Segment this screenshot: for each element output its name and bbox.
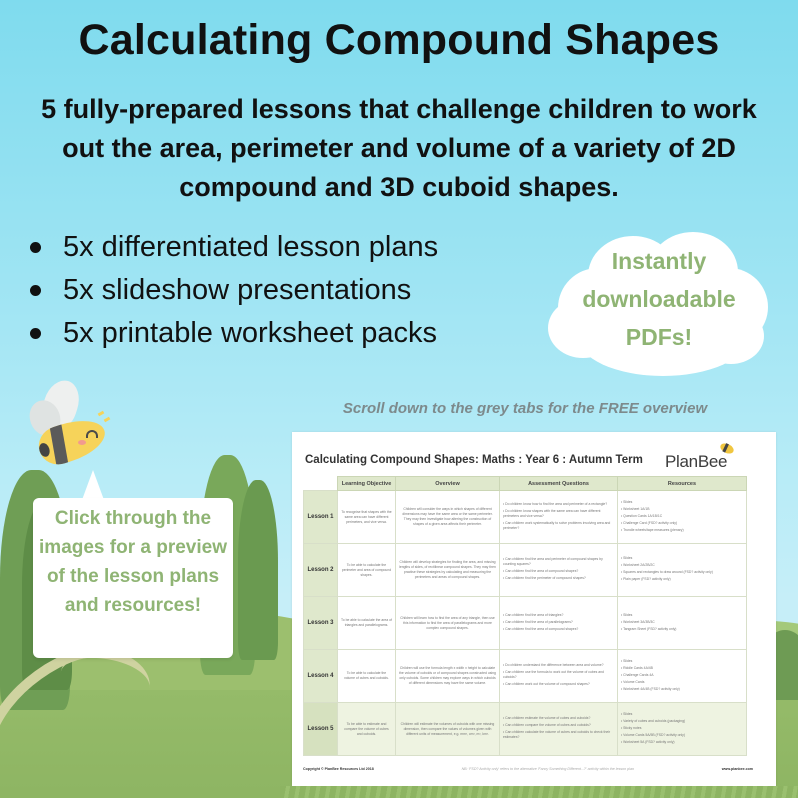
speech-bubble-text: Click through the images for a preview of the lesson plans and resources!: [39, 508, 227, 616]
learning-objective: To be able to calculate the area of triangles and parallelograms.: [338, 597, 396, 650]
assessment-questions: • Can children estimate the volume of cubes and cuboids? • Can children compare the volume of cubes and cuboids? • Can children calculate the volume of cubes and cuboids to check their estimates?: [500, 703, 618, 756]
assessment-questions: • Can children find the area of triangles? • Can children find the area of parallelograms? • Can children find the area of compound shapes?: [500, 597, 618, 650]
resources: • Slides • Riddle Cards 4A/4B • Challenge Cards 4A • Volume Cards • Worksheet 4A/4B (FSD? activity only): [618, 650, 747, 703]
lesson-overview-preview[interactable]: [292, 432, 776, 786]
learning-objective: To be able to estimate and compare the volume of cubes and cuboids.: [338, 703, 396, 756]
planbee-logo: PlanBee: [665, 452, 728, 471]
grass: [280, 786, 798, 798]
bee-icon: [22, 378, 122, 468]
table-row: [304, 650, 747, 703]
page-subtitle: 5 fully-prepared lessons that challenge children to work out the area, perimeter and volume of a variety of 2D compound and 3D cuboid shapes.: [41, 94, 757, 202]
speech-bubble-tail: [82, 470, 104, 500]
bullet-icon: [30, 328, 41, 339]
resources: • Slides • Worksheet 2A/2B/2C • Squares and rectangles to draw around (FSD? activity only) • Plain paper (FSD? activity only): [618, 544, 747, 597]
document-footer: [303, 767, 753, 771]
copyright: Copyright © PlanBee Resources Ltd 2018: [303, 767, 374, 771]
column-header: Overview: [396, 477, 500, 491]
learning-objective: To recognise that shapes with the same area can have different perimeters, and vice versa.: [338, 491, 396, 544]
assessment-questions: • Can children find the area and perimeter of compound shapes by counting squares? • Can children find the area of compound shapes? • Can children find the perimeter of compound shapes?: [500, 544, 618, 597]
table-row: [304, 491, 747, 544]
feature-item: 5x differentiated lesson plans: [26, 226, 438, 269]
lesson-label: Lesson 4: [304, 650, 338, 703]
lesson-label: Lesson 2: [304, 544, 338, 597]
cloud-text: Instantly downloadable PDFs!: [582, 248, 736, 350]
resources: • Slides • Worksheet 1A/1B • Question Cards 1A/1B/1C • Challenge Card (FSD? activity only) • Trundle wheels/tape measures (plenary): [618, 491, 747, 544]
lesson-label: Lesson 5: [304, 703, 338, 756]
overview: Children will consider the ways in which shapes of different dimensions may have the same area or the same perimeter. They may then investigate how altering the construction of shapes of a given area affects their perimeter.: [396, 491, 500, 544]
feature-item: 5x slideshow presentations: [26, 269, 438, 312]
cloud-badge: [548, 228, 770, 378]
resources: • Slides • Worksheet 3A/3B/3C • Tangram Sheet (FSD? activity only): [618, 597, 747, 650]
table-row: [304, 544, 747, 597]
column-header: Learning Objective: [338, 477, 396, 491]
resources: • Slides • Variety of cubes and cuboids (packaging) • Sticky notes • Volume Cards 5A/5B (FSD? activity only) • Worksheet 5A (FSD? activity only): [618, 703, 747, 756]
assessment-questions: • Do children understand the difference between area and volume? • Can children use the formula to work out the volume of cubes and cuboids? • Can children work out the volume of compound shapes?: [500, 650, 618, 703]
table-row: [304, 597, 747, 650]
feature-list: [26, 226, 438, 355]
learning-objective: To be able to calculate the volume of cubes and cuboids.: [338, 650, 396, 703]
lesson-label: Lesson 3: [304, 597, 338, 650]
lesson-table: [303, 476, 747, 756]
overview: Children will estimate the volumes of cuboids with one missing dimension, then compare the values of volumes given with different units of measurement, e.g. mm³, cm³, m³, km³.: [396, 703, 500, 756]
tree-icon: [238, 480, 278, 660]
column-header: Resources: [618, 477, 747, 491]
overview: Children will learn how to find the area of any triangle, then use this information to find the area of parallelograms and more complex compound shapes.: [396, 597, 500, 650]
speech-bubble: [33, 498, 233, 658]
learning-objective: To be able to calculate the perimeter and area of compound shapes.: [338, 544, 396, 597]
bullet-icon: [30, 285, 41, 296]
assessment-questions: • Do children know how to find the area and perimeter of a rectangle? • Do children know shapes with the same area can have different perimeters and vice versa? • Can children work systematically to solve problems involving area and perimeter?: [500, 491, 618, 544]
column-header: Assessment Questions: [500, 477, 618, 491]
lesson-label: Lesson 1: [304, 491, 338, 544]
document-title: Calculating Compound Shapes: Maths : Year 6 : Autumn Term: [305, 454, 643, 466]
page-title: Calculating Compound Shapes: [78, 16, 720, 64]
bullet-icon: [30, 242, 41, 253]
feature-item: 5x printable worksheet packs: [26, 312, 438, 355]
overview: Children will use the formula length x width x height to calculate the volume of cuboids or of compound shapes constructed using only cuboids. Some children may explore ways in which cuboids of different dimensions may have the same volume.: [396, 650, 500, 703]
scroll-note: Scroll down to the grey tabs for the FREE overview: [342, 400, 708, 417]
website-link[interactable]: www.planbee.com: [721, 767, 753, 771]
footer-note: NB: 'FSD? Activity only' refers to the alternative 'Fancy Something Different...?' activity within the lesson plan: [461, 767, 634, 771]
overview: Children will develop strategies for finding the area, and missing lengths of sides, of rectilinear compound shapes. They may then practise these strategies by calculating and measuring the perimeters and areas of compound shapes.: [396, 544, 500, 597]
table-row: [304, 703, 747, 756]
